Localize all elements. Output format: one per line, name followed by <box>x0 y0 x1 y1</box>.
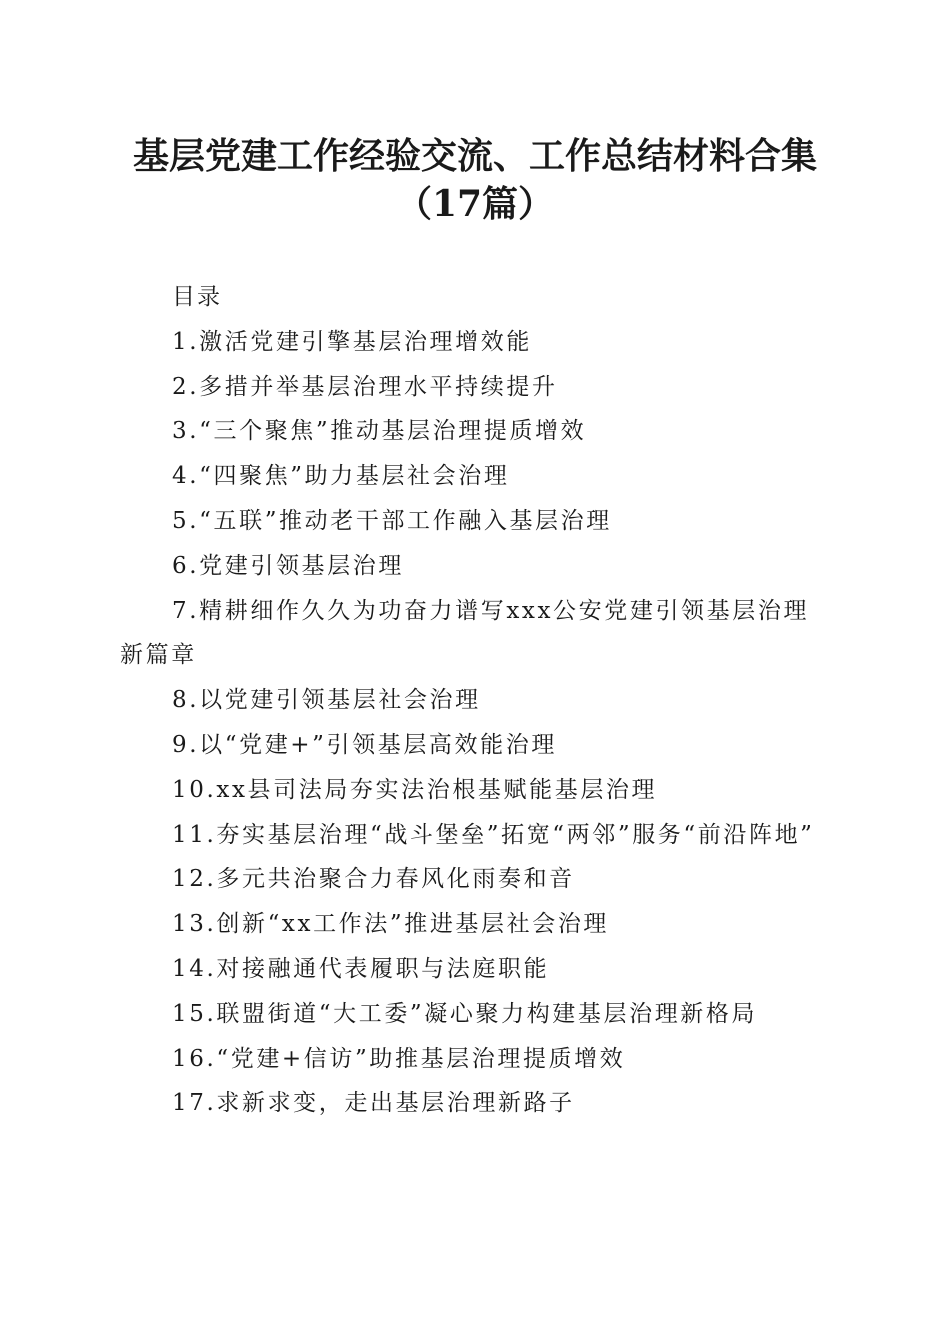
toc-item-13: 13.创新“xx工作法”推进基层社会治理 <box>172 911 610 938</box>
title-line-1: 基层党建工作经验交流、工作总结材料合集 <box>132 135 817 177</box>
toc-item-1: 1.激活党建引擎基层治理增效能 <box>172 328 532 355</box>
toc-item-3: 3.“三个聚焦”推动基层治理提质增效 <box>172 418 587 445</box>
toc-item-4: 4.“四聚焦”助力基层社会治理 <box>172 463 510 490</box>
toc-item-8: 8.以党建引领基层社会治理 <box>172 687 481 714</box>
toc-item-2: 2.多措并举基层治理水平持续提升 <box>172 373 558 400</box>
toc-item-10: 10.xx县司法局夯实法治根基赋能基层治理 <box>172 776 658 803</box>
table-of-contents <box>120 275 830 1126</box>
toc-item-11: 11.夯实基层治理“战斗堡垒”拓宽“两邻”服务“前沿阵地” <box>172 821 815 848</box>
title-line-2: （17篇） <box>395 183 555 225</box>
toc-heading: 目录 <box>172 284 222 310</box>
document-title <box>0 132 950 228</box>
toc-item-9: 9.以“党建+”引领基层高效能治理 <box>172 731 557 758</box>
toc-item-17: 17.求新求变，走出基层治理新路子 <box>172 1090 575 1117</box>
toc-item-7: 7.精耕细作久久为功奋力谱写xxx公安党建引领基层治理新篇章 <box>120 597 810 669</box>
toc-item-12: 12.多元共治聚合力春风化雨奏和音 <box>172 866 575 893</box>
toc-item-14: 14.对接融通代表履职与法庭职能 <box>172 955 550 982</box>
toc-item-6: 6.党建引领基层治理 <box>172 552 404 579</box>
toc-item-5: 5.“五联”推动老干部工作融入基层治理 <box>172 507 612 534</box>
toc-list <box>120 320 830 1126</box>
toc-item-15: 15.联盟街道“大工委”凝心聚力构建基层治理新格局 <box>172 1000 758 1027</box>
toc-item-16: 16.“党建+信访”助推基层治理提质增效 <box>172 1045 626 1072</box>
